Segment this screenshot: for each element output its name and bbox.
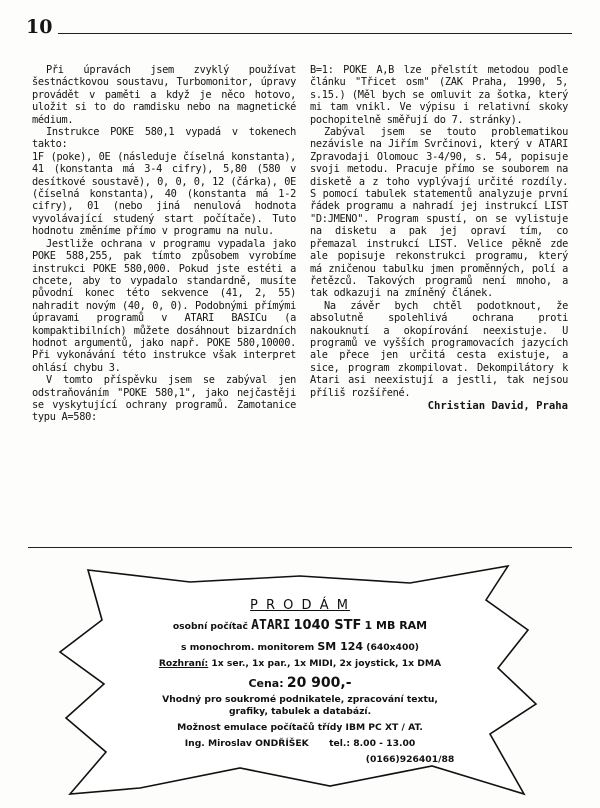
- advertisement: [0, 556, 600, 806]
- section-divider: [28, 547, 572, 548]
- header-rule: [58, 33, 572, 34]
- paragraph: Na závěr bych chtěl podotknout, že absolutně spolehlivá ochrana proti nakouknutí a okopírování neexistuje. U programů ve vyšších programovacích jazycích ale přece jen určitá cesta existuje, a sice, program zkompilovat. Dekompilátory k Atari asi neexistují a jestli, tak nejsou příliš rozšířené.: [310, 299, 568, 399]
- ad-heading: P R O D Á M: [250, 598, 350, 613]
- paragraph: B=1: POKE A,B lze přelstít metodou podle článku "Třicet osm" (ZAK Praha, 1990, 5, s.15.) (Měl bych se omluvit za šotka, který mi tam vnikl. Ve výpisu i relativní skoky pochopitelně směřují do 7. stránky).: [310, 64, 568, 126]
- ad-line-phone: (0166)926401/88: [365, 754, 455, 765]
- paragraph: Při úpravách jsem zvyklý používat šestnáctkovou soustavu, Turbomonitor, úpravy provádět v paměti a když je něco hotovo, uložit si to do ramdisku nebo na magnetické médium.: [32, 64, 296, 126]
- paragraph: Jestliže ochrana v programu vypadala jako POKE 588,255, pak tímto způsobem vyrobíme instrukci POKE 580,000. Pokud jste estéti a chcete, aby to vypadalo standardně, musíte původní konec této sekvence (41, 2, 55) nahradit novým (40, 0, 0). Podobnými přímými úpravami programů v ATARI BASICu (a kompaktibilních) můžete dosáhnout bizardních hodnot argumentů, jako např. POKE 580,10000. Při vykonávání této instrukce však interpret ohlásí chybu 3.: [32, 237, 296, 374]
- ad-line-price: Cena: 20 900,-: [248, 675, 352, 691]
- ad-line-usage-2: grafiky, tabulek a databází.: [228, 706, 372, 717]
- paragraph: V tomto příspěvku jsem se zabýval jen odstraňováním "POKE 580,1", jako nejčastěji se vyskytující ochrany programů. Zamotanice typu A=580:: [32, 374, 296, 424]
- ad-line-monitor: s monochrom. monitorem SM 124 (640x400): [181, 640, 419, 653]
- author-signature: Christian David, Praha: [427, 399, 568, 412]
- ad-line-contact: Ing. Miroslav ONDŘÍŠEK tel.: 8.00 - 13.00: [184, 738, 416, 749]
- paragraph: Instrukce POKE 580,1 vypadá v tokenech takto:: [32, 126, 296, 151]
- article-left-column: [32, 64, 296, 424]
- page-number: 10: [26, 16, 53, 38]
- paragraph: Zabýval jsem se touto problematikou nezávisle na Jiřím Svrčinovi, který v ATARI Zpravodaji Olomouc 3-4/90, s. 54, popisuje svoji metodu. Pracuje přímo se souborem na disketě a z toho vyplývají určité rozdíly. S pomocí tabulek statementů analyzuje první řádek programu a nahradí jej instrukcí LIST "D:JMENO". Program spustí, on se vylistuje na disketu a pak jej opraví tím, co přemazal instrukcí LIST. Velice pěkně zde ale popisuje rekonstrukci programu, který má zničenou tabulku jmen proměnných, polí a řetězců. Takových programů není mnoho, a tak odkazuji na zmíněný článek.: [310, 126, 568, 300]
- ad-line-interfaces: Rozhraní: 1x ser., 1x par., 1x MIDI, 2x joystick, 1x DMA: [158, 658, 442, 669]
- ad-line-emulation: Možnost emulace počítačů třídy IBM PC XT / AT.: [177, 722, 423, 733]
- article-right-column: [310, 64, 568, 412]
- paragraph: 1F (poke), 0E (následuje číselná konstanta), 41 (konstanta má 3-4 cifry), 5,80 (580 v desítkové soustavě), 0, 0, 0, 12 (čárka), 0E (číselná konstanta), 40 (konstanta má 1-2 cifry), 01 (nebo jiná nenulová hodnota vyvolávající studený start počítače). Tuto hodnotu změníme přímo v programu na nulu.: [32, 150, 296, 238]
- ad-line-usage: Vhodný pro soukromé podnikatele, zpracování textu,: [162, 694, 438, 705]
- ad-line-computer: osobní počítač ATARI 1040 STF 1 MB RAM: [172, 618, 428, 633]
